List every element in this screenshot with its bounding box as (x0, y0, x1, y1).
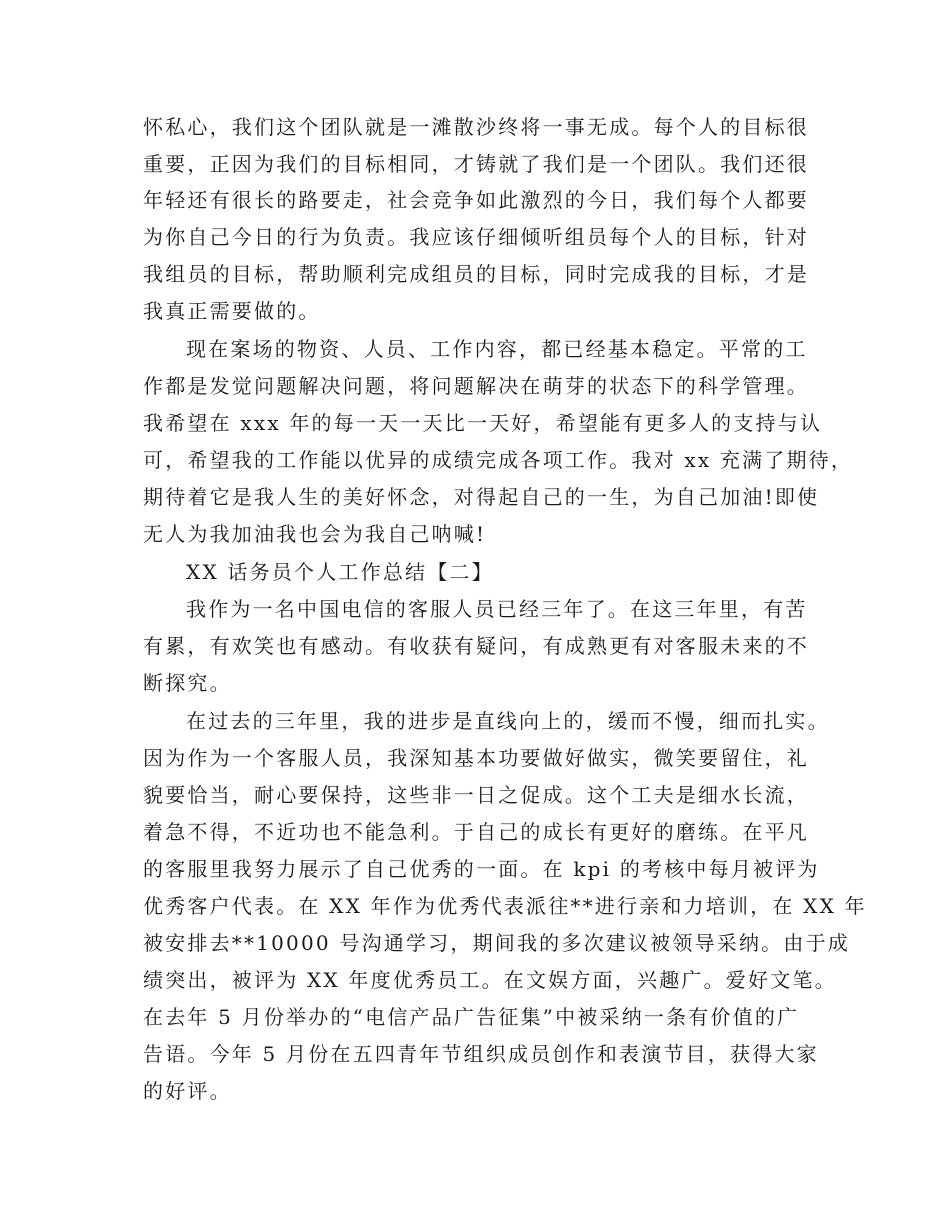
paragraph-line: 被安排去**10000 号沟通学习，期间我的多次建议被领导采纳。由于成 (143, 931, 850, 955)
paragraph-line: 的好评。 (143, 1079, 232, 1103)
paragraph-line: 在过去的三年里，我的进步是直线向上的，缓而不慢，细而扎实。 (186, 709, 830, 733)
paragraph-line: 在去年 5 月份举办的“电信产品广告征集”中被采纳一条有价值的广 (143, 1005, 800, 1029)
paragraph-line: 着急不得，不近功也不能急利。于自己的成长有更好的磨练。在平凡 (143, 820, 809, 844)
paragraph-line: 断探究。 (143, 671, 232, 695)
paragraph-line: 我组员的目标，帮助顺利完成组员的目标，同时完成我的目标，才是 (143, 262, 809, 286)
paragraph-line: 优秀客户代表。在 XX 年作为优秀代表派往**进行亲和力培训，在 XX 年 (143, 894, 867, 918)
paragraph-line: 告语。今年 5 月份在五四青年节组织成员创作和表演节目，获得大家 (143, 1042, 819, 1066)
paragraph-line: 可，希望我的工作能以优异的成绩完成各项工作。我对 xx 充满了期待， (143, 448, 854, 472)
paragraph-line: 现在案场的物资、人员、工作内容，都已经基本稳定。平常的工 (186, 337, 808, 361)
paragraph-line: 我希望在 xxx 年的每一天一天比一天好，希望能有更多人的支持与认 (143, 411, 823, 435)
paragraph-line: 无人为我加油我也会为我自己呐喊! (143, 522, 487, 546)
paragraph-line: 年轻还有很长的路要走，社会竞争如此激烈的今日，我们每个人都要 (143, 188, 809, 212)
paragraph-line: 貌要恰当，耐心要保持，这些非一日之促成。这个工夫是细水长流， (143, 783, 809, 807)
paragraph-line: 我真正需要做的。 (143, 299, 321, 323)
paragraph-line: 的客服里我努力展示了自己优秀的一面。在 kpi 的考核中每月被评为 (143, 857, 820, 881)
paragraph-line: 因为作为一个客服人员，我深知基本功要做好做实，微笑要留住，礼 (143, 746, 809, 770)
section-heading: XX 话务员个人工作总结【二】 (186, 560, 494, 584)
paragraph-line: 怀私心，我们这个团队就是一滩散沙终将一事无成。每个人的目标很 (143, 115, 809, 139)
paragraph-line: 为你自己今日的行为负责。我应该仔细倾听组员每个人的目标，针对 (143, 225, 809, 249)
paragraph-line: 我作为一名中国电信的客服人员已经三年了。在这三年里，有苦 (186, 597, 808, 621)
paragraph-line: 作都是发觉问题解决问题，将问题解决在萌芽的状态下的科学管理。 (143, 374, 809, 398)
paragraph-line: 有累，有欢笑也有感动。有收获有疑问，有成熟更有对客服未来的不 (143, 634, 809, 658)
paragraph-line: 期待着它是我人生的美好怀念，对得起自己的一生，为自己加油!即使 (143, 485, 820, 509)
paragraph-line: 绩突出，被评为 XX 年度优秀员工。在文娱方面，兴趣广。爱好文笔。 (143, 968, 837, 992)
paragraph-line: 重要，正因为我们的目标相同，才铸就了我们是一个团队。我们还很 (143, 152, 809, 176)
